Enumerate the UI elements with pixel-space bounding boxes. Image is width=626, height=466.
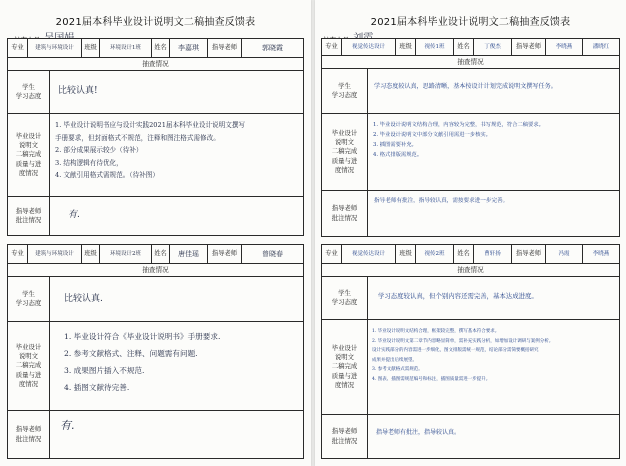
quality-line: 1. 毕业设计说明文结构合理，内容较为完整，书写规范，符合二稿要求。 [373, 122, 544, 128]
quality-line: 4. 插图文献待完善. [64, 383, 130, 392]
check-band: 抽查情况 [8, 58, 303, 71]
check-band: 抽查情况 [322, 264, 619, 277]
major-label: 专业 [322, 39, 342, 55]
major-label: 专业 [8, 39, 28, 57]
teacher-value: 曾晓春 [262, 249, 283, 258]
quality-line: 3. 插图需要补充。 [373, 142, 417, 148]
review-value: 指导老师有批注，指导较认真，需按要求进一步完善。 [374, 198, 509, 204]
quality-list [368, 320, 619, 414]
teacher-value: 郭晓霞 [262, 43, 283, 52]
quality-line: 2. 部分成果展示较少（待补） [55, 146, 143, 154]
major-value: 建筑与环境设计 [28, 245, 82, 263]
teacher-label: 指导老师 [512, 39, 546, 55]
attitude-value: 比较认真! [58, 86, 98, 96]
review-row [322, 191, 619, 236]
name-label: 姓名 [454, 39, 474, 55]
class-value: 环境设计2班 [100, 245, 152, 263]
attitude-label: 学生 学习态度 [322, 69, 368, 113]
attitude-label: 学生 学习态度 [322, 277, 368, 319]
sheet-title: 2021届本科毕业设计说明文二稿抽查反馈表 [55, 17, 256, 28]
quality-line: 2. 毕业设计说明文第二章节内容略显简单，需补充实践分析，如增加设计调研与案例分析。 [372, 338, 554, 344]
review-value: 有. [68, 210, 80, 220]
name-value: 唐佳瑶 [170, 245, 208, 263]
quality-row [322, 320, 619, 415]
attitude-row [322, 277, 619, 320]
quality-row [8, 114, 303, 197]
form-header-row [322, 39, 619, 56]
review-row [8, 197, 303, 235]
teacher-label: 指导老师 [208, 39, 242, 57]
form-header-row [8, 245, 303, 264]
quality-line: 2. 参考文献格式、注释、问题需有问题. [64, 349, 198, 358]
major-value: 视觉传达设计 [342, 245, 396, 263]
feedback-form [321, 38, 620, 237]
quality-line: 1. 毕业设计符合《毕业设计说明书》手册要求. [64, 332, 221, 341]
major-value: 视觉传达设计 [342, 39, 396, 55]
quality-line: 4. 文献引用格式需规范。（待补图） [55, 171, 159, 179]
class-label: 班级 [396, 245, 416, 263]
attitude-label: 学生 学习态度 [8, 71, 50, 113]
quality-label: 毕业设计 说明文 二稿完成 质量与进 度情况 [8, 114, 50, 196]
quality-line: 1. 毕业设计说明文结构合理，框架较完整，撰写基本符合要求。 [372, 329, 500, 334]
major-label: 专业 [322, 245, 342, 263]
teacher-value: 冯霞 [546, 245, 583, 263]
feedback-form [321, 244, 620, 459]
attitude-value: 学习态度较认真，但个别内容还需完善，基本达成进度。 [378, 292, 538, 300]
teacher-extra-value: 李晓燕 [592, 250, 610, 257]
quality-line: 3. 结构逻辑有待优化， [55, 158, 123, 167]
class-label: 班级 [82, 39, 100, 57]
attitude-value: 学习态度较认真，思路清晰，基本按设计计划完成说明文撰写任务。 [374, 83, 557, 90]
quality-line: 3. 成果图片插入不规范. [64, 366, 145, 375]
teacher-extra-value: 潘晓红 [592, 43, 610, 50]
quality-line: 4. 格式排版需规范。 [373, 152, 423, 158]
name-value: 曹轩扬 [474, 245, 512, 263]
quality-label: 毕业设计 说明文 二稿完成 质量与进 度情况 [322, 114, 368, 190]
name-value: 李嘉琪 [170, 39, 208, 57]
feedback-sheet-right [315, 0, 626, 466]
feedback-form [7, 244, 304, 459]
review-value: 指导老师有批注，指导较认真。 [376, 429, 461, 436]
quality-line: 成果并提出后续展望。 [372, 357, 417, 363]
review-label: 指导老师 批注情况 [322, 191, 368, 236]
quality-line: 2. 毕业设计说明文中部分文献引用需进一步核实。 [373, 132, 491, 138]
quality-line: 4. 图表、插图需规范编号和标注，插图质量需进一步提升。 [372, 376, 491, 382]
quality-line: 1. 毕业设计说明书应与设计实践2021届本科毕业设计说明文撰写 [55, 121, 246, 129]
quality-list [50, 322, 303, 410]
attitude-label: 学生 学习态度 [8, 277, 50, 321]
major-value: 建筑与环境设计 [28, 39, 82, 57]
quality-label: 毕业设计 说明文 二稿完成 质量与进 度情况 [322, 320, 368, 414]
class-value: 环境设计1班 [100, 39, 152, 57]
feedback-sheet-left [0, 0, 311, 466]
class-label: 班级 [82, 245, 100, 263]
class-label: 班级 [396, 39, 416, 55]
attitude-row [8, 71, 303, 114]
teacher-value: 李晓燕 [546, 39, 583, 55]
attitude-value: 比较认真. [64, 294, 103, 304]
name-label: 姓名 [152, 39, 170, 57]
review-row [8, 411, 303, 458]
teacher-label: 指导老师 [208, 245, 242, 263]
feedback-form [7, 38, 304, 236]
review-label: 指导老师 批注情况 [8, 411, 50, 458]
name-label: 姓名 [454, 245, 474, 263]
attitude-row [8, 277, 303, 322]
quality-label: 毕业设计 说明文 二稿完成 质量与进 度情况 [8, 322, 50, 410]
review-value: 有. [60, 419, 75, 432]
quality-list [50, 114, 303, 196]
sheet-title: 2021届本科毕业设计说明文二稿抽查反馈表 [370, 17, 571, 28]
quality-line: 设计实践部分的内容需进一步细化，图文排版需统一规范，结论部分需简要概括研究 [372, 348, 539, 354]
quality-line: 3. 参考文献格式需规范。 [372, 367, 423, 373]
form-header-row [322, 245, 619, 264]
attitude-row [322, 69, 619, 114]
name-value: 丁俊杰 [474, 39, 512, 55]
form-header-row [8, 39, 303, 58]
quality-row [8, 322, 303, 411]
review-row [322, 415, 619, 458]
class-value: 视传2班 [416, 245, 454, 263]
check-band: 抽查情况 [322, 56, 619, 69]
check-band: 抽查情况 [8, 264, 303, 277]
review-label: 指导老师 批注情况 [8, 197, 50, 235]
review-label: 指导老师 批注情况 [322, 415, 368, 458]
quality-line: 手册要求，但封面格式不规范，注释和图注格式需修改。 [55, 133, 220, 142]
class-value: 视传1班 [416, 39, 454, 55]
major-label: 专业 [8, 245, 28, 263]
quality-row [322, 114, 619, 191]
quality-list [368, 114, 619, 190]
name-label: 姓名 [152, 245, 170, 263]
teacher-label: 指导老师 [512, 245, 546, 263]
